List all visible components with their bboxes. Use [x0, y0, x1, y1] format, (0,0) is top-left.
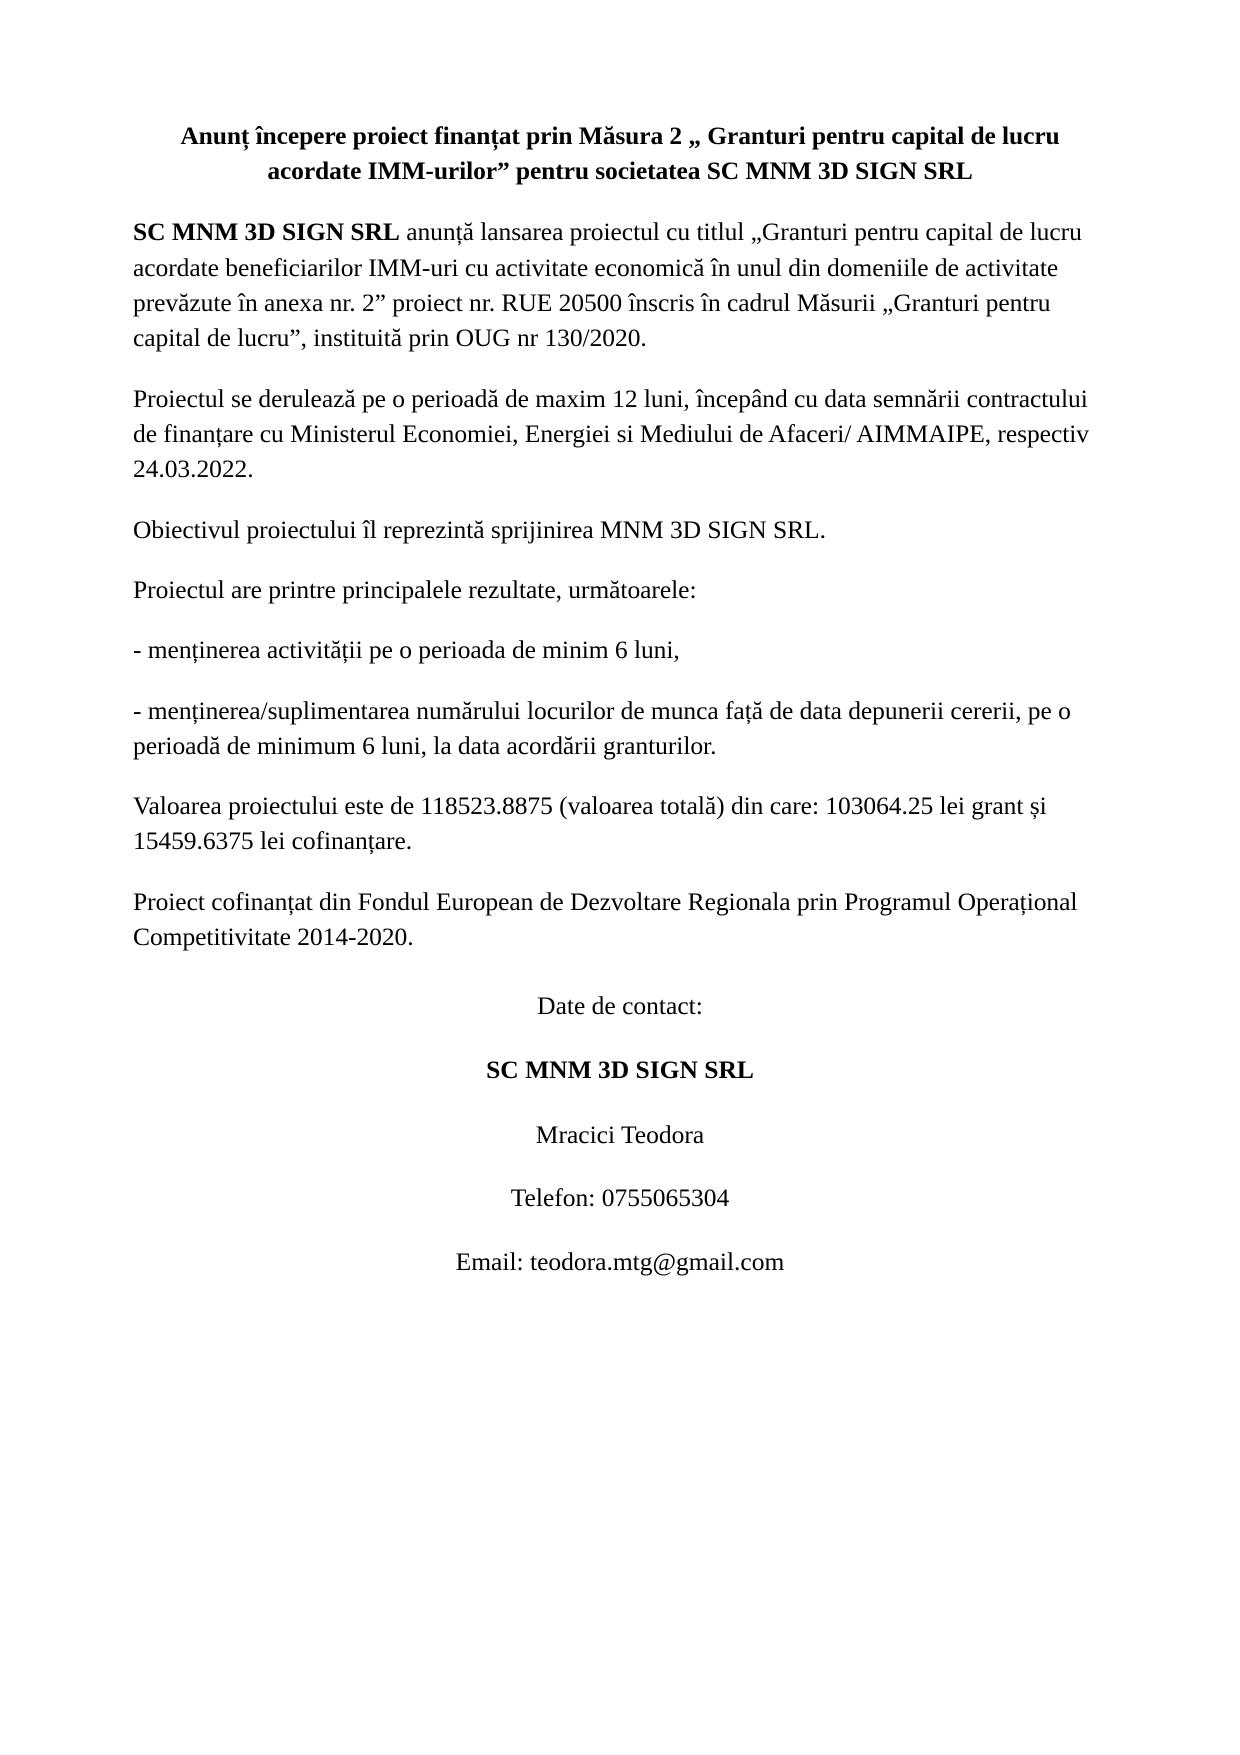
list-item-result-1: - menținerea activității pe o perioada de minim 6 luni,: [133, 635, 680, 665]
paragraph-project-announcement: [133, 214, 1107, 355]
paragraph-project-objective: Obiectivul proiectului îl reprezintă sprijinirea MNM 3D SIGN SRL.: [133, 514, 826, 544]
contact-person: Mracici Teodora: [535, 1120, 705, 1149]
company-name-bold: SC MNM 3D SIGN SRL: [133, 217, 400, 247]
contact-phone: Telefon: 0755065304: [510, 1183, 730, 1213]
paragraph-project-duration: Proiectul se derulează pe o perioadă de maxim 12 luni, începând cu data semnării contractului de finanțare cu Ministerul Economiei, Energiei si Mediului de Afaceri/ AIMMAIPE, respectiv 24.03.2022.: [133, 383, 1089, 484]
page-title-line-1: Anunț începere proiect finanțat prin Măsura 2 „ Granturi pentru capital de lucru: [180, 121, 1060, 150]
page-title-line-2: acordate IMM-urilor” pentru societatea SC MNM 3D SIGN SRL: [267, 156, 973, 186]
contact-heading: Date de contact:: [537, 991, 703, 1021]
list-item-result-2: - menținerea/suplimentarea numărului locurilor de munca față de data depunerii cererii, pe o perioadă de minimum 6 luni, la data acordării granturilor.: [133, 695, 1071, 760]
contact-block: [133, 988, 1107, 1279]
paragraph-results-intro: Proiectul are printre principalele rezultate, următoarele:: [133, 574, 697, 604]
paragraph-project-value: Valoarea proiectului este de 118523.8875 (valoarea totală) din care: 103064.25 lei grant și 15459.6375 lei cofinanțare.: [133, 791, 1047, 856]
paragraph-cofinancing: Proiect cofinanțat din Fondul European de Dezvoltare Regionala prin Programul Operațional Competitivitate 2014-2020.: [133, 886, 1078, 952]
contact-email: Email: teodora.mtg@gmail.com: [455, 1246, 785, 1276]
page-title: [133, 118, 1107, 188]
contact-company: SC MNM 3D SIGN SRL: [486, 1054, 754, 1084]
paragraph-project-announcement-text: anunță lansarea proiectul cu titlul „Granturi pentru capital de lucru acordate beneficiarilor IMM-uri cu activitate economică în unul din domeniile de activitate prevăzute în anexa nr. 2” proiect nr. RUE 20500 înscris în cadrul Măsurii „Granturi pentru capital de lucru”, instituită prin OUG nr 130/2020.: [133, 217, 1082, 353]
